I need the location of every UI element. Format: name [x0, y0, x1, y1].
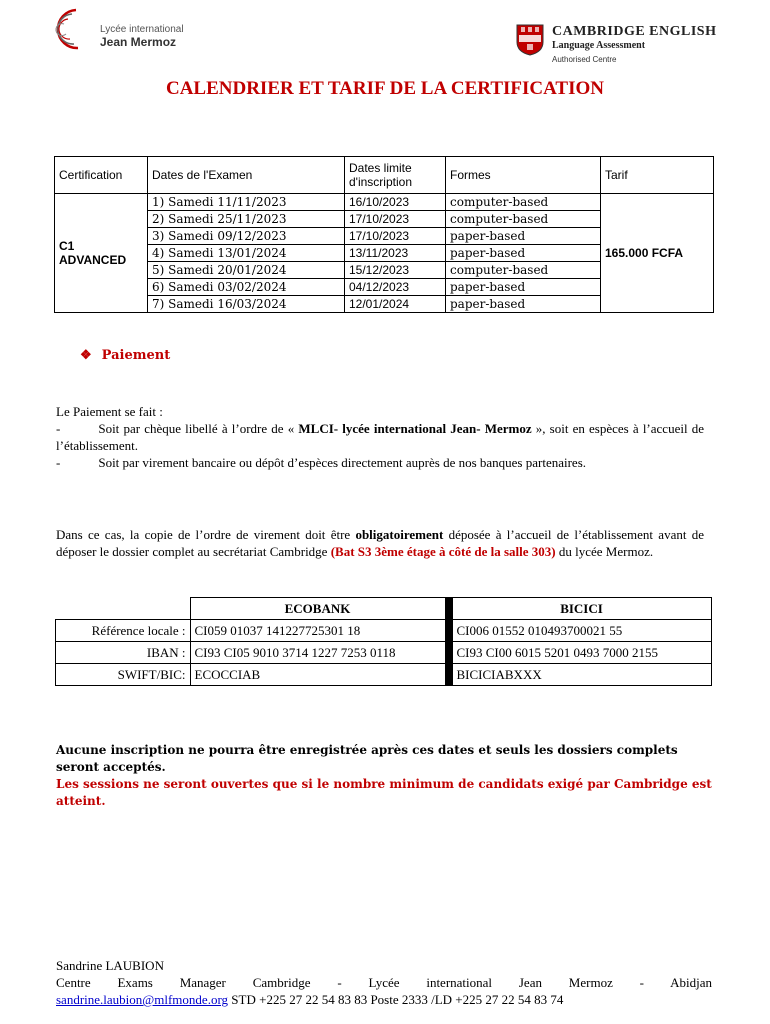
exam-date: 1) Samedi 11/11/2023 — [148, 194, 345, 211]
limit-date: 15/12/2023 — [345, 262, 446, 279]
signature-block — [56, 957, 712, 1008]
col-header-limit: Dates limite d'inscription — [345, 157, 446, 194]
lycee-logo-icon — [52, 4, 102, 54]
certification-cell: C1 ADVANCED — [55, 194, 148, 313]
dash-bullet: - — [56, 455, 61, 470]
forme: computer-based — [446, 262, 601, 279]
cambridge-title: CAMBRIDGE ENGLISH — [552, 24, 717, 39]
exam-date: 5) Samedi 20/01/2024 — [148, 262, 345, 279]
col-header-tarif: Tarif — [601, 157, 714, 194]
phone-numbers: STD +225 27 22 54 83 83 Poste 2333 /LD +225 27 22 54 83 74 — [228, 992, 564, 1007]
forme: paper-based — [446, 279, 601, 296]
notice — [56, 742, 712, 810]
lycee-logo — [52, 4, 182, 56]
forme: paper-based — [446, 245, 601, 262]
limit-date: 04/12/2023 — [345, 279, 446, 296]
school-name-line2: Jean Mermoz — [100, 35, 177, 49]
cambridge-subtitle: Language Assessment — [552, 40, 646, 51]
exam-date: 6) Samedi 03/02/2024 — [148, 279, 345, 296]
location-note: (Bat S3 3ème étage à côté de la salle 303) — [330, 544, 556, 559]
dash-bullet: - — [56, 421, 61, 436]
cambridge-logo — [512, 22, 752, 68]
virement-note: Dans ce cas, la copie de l’ordre de virement doit être obligatoirement déposée à l’accueil de l’établissement avant de déposer le dossier complet au secrétariat Cambridge (Bat S3 3ème étage à côté de la salle 303) du lycée Mermoz. — [56, 527, 704, 559]
signatory-role: Centre Exams Manager Cambridge - Lycée international Jean Mermoz - Abidjan — [56, 975, 712, 990]
table-header-row — [55, 157, 714, 194]
cambridge-authorised: Authorised Centre — [552, 55, 617, 64]
diamond-bullet-icon: ❖ — [80, 348, 92, 363]
tarif-cell: 165.000 FCFA — [601, 194, 714, 313]
bank-value: CI006 01552 010493700021 55 — [452, 620, 711, 642]
paiement-item-1: - Soit par chèque libellé à l’ordre de « MLCI- lycée international Jean- Mermoz », soit en espèces à l’accueil de l’établissement. — [56, 421, 704, 453]
bank-name-bicici: BICICI — [452, 598, 711, 620]
notice-red: Les sessions ne seront ouvertes que si le nombre minimum de candidats exigé par Cambridge est atteint. — [56, 777, 712, 808]
col-header-certification: Certification — [55, 157, 148, 194]
certification-table — [54, 156, 714, 313]
limit-date: 17/10/2023 — [345, 228, 446, 245]
bank-name-ecobank: ECOBANK — [190, 598, 445, 620]
email-link[interactable]: sandrine.laubion@mlfmonde.org — [56, 992, 229, 1007]
bank-row-label: Référence locale : — [56, 620, 191, 642]
forme: computer-based — [446, 194, 601, 211]
bank-value: BICICIABXXX — [452, 664, 711, 686]
limit-date: 17/10/2023 — [345, 211, 446, 228]
page-title: CALENDRIER ET TARIF DE LA CERTIFICATION — [165, 78, 604, 99]
bank-value: CI059 01037 141227725301 18 — [190, 620, 445, 642]
bank-row-label: SWIFT/BIC: — [56, 664, 191, 686]
forme: computer-based — [446, 211, 601, 228]
limit-date: 16/10/2023 — [345, 194, 446, 211]
bank-row — [56, 620, 712, 642]
paiement-heading — [80, 348, 170, 363]
forme: paper-based — [446, 296, 601, 313]
signatory-name: Sandrine LAUBION — [56, 958, 164, 973]
paiement-intro: Le Paiement se fait : — [56, 404, 163, 419]
exam-date: 7) Samedi 16/03/2024 — [148, 296, 345, 313]
bank-table — [55, 597, 712, 686]
cheque-payee: MLCI- lycée international Jean- Mermoz — [298, 421, 532, 436]
contact-line — [56, 991, 712, 1008]
exam-date: 2) Samedi 25/11/2023 — [148, 211, 345, 228]
limit-date: 12/01/2024 — [345, 296, 446, 313]
col-header-formes: Formes — [446, 157, 601, 194]
notice-black: Aucune inscription ne pourra être enregistrée après ces dates et seuls les dossiers complets seront acceptés. — [56, 743, 678, 774]
exam-date: 4) Samedi 13/01/2024 — [148, 245, 345, 262]
bank-row — [56, 664, 712, 686]
col-header-dates: Dates de l'Examen — [148, 157, 345, 194]
school-name-line1: Lycée international — [100, 24, 184, 35]
table-row — [55, 194, 714, 211]
paiement-heading-text: Paiement — [101, 348, 171, 363]
bank-row-label: IBAN : — [56, 642, 191, 664]
bank-value: CI93 CI00 6015 5201 0493 7000 2155 — [452, 642, 711, 664]
paiement-item-2: - Soit par virement bancaire ou dépôt d’espèces directement auprès de nos banques partenaires. — [56, 455, 587, 470]
limit-date: 13/11/2023 — [345, 245, 446, 262]
bank-value: ECOCCIAB — [190, 664, 445, 686]
exam-date: 3) Samedi 09/12/2023 — [148, 228, 345, 245]
bank-value: CI93 CI05 9010 3714 1227 7253 0118 — [190, 642, 445, 664]
forme: paper-based — [446, 228, 601, 245]
bank-row — [56, 642, 712, 664]
cambridge-shield-icon — [516, 24, 544, 56]
bank-header-row — [56, 598, 712, 620]
